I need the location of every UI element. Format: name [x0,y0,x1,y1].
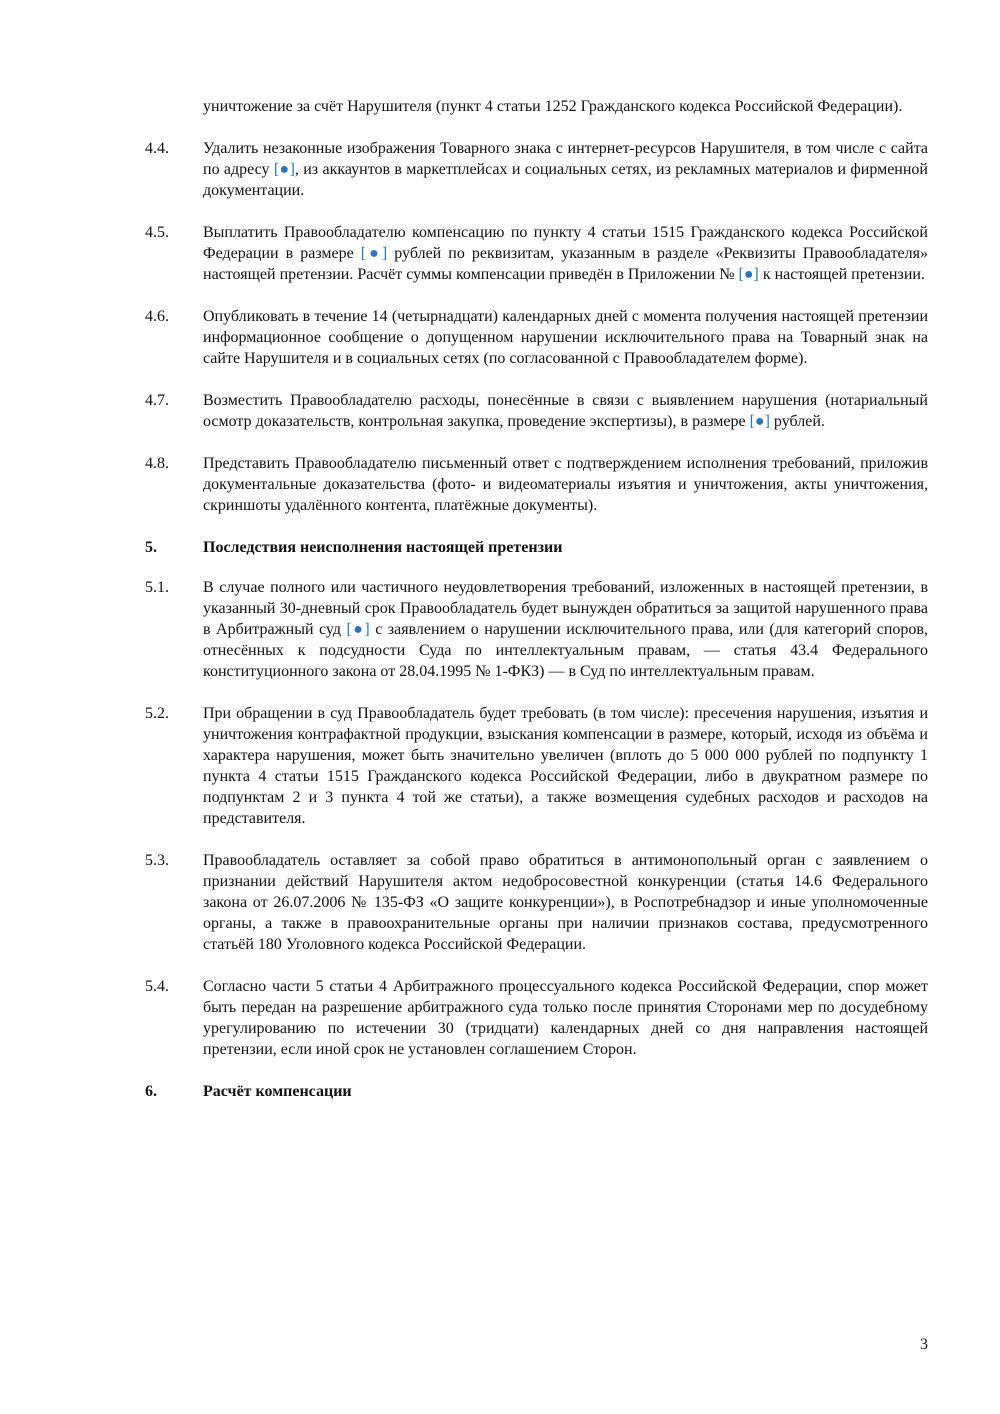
section-number: 5. [145,539,157,556]
clause-number: 4.8. [145,455,169,472]
clause-text: Возместить Правообладателю расходы, понесённые в связи с выявлением нарушения (нотариальный осмотр доказательств, контрольная закупка, проведение экспертизы), в размере [●] рублей. [203,392,928,430]
placeholder-marker: [●] [346,621,370,638]
section-number: 6. [145,1083,157,1100]
clause-text: Выплатить Правообладателю компенсацию по пункту 4 статьи 1515 Гражданского кодекса Российской Федерации в размере [●] рублей по реквизитам, указанным в разделе «Реквизиты Правообладателя» настоящей претензии. Расчёт суммы компенсации приведён в Приложении № [●] к настоящей претензии. [203,224,929,283]
clause-4-5 [145,222,928,285]
section-title: Последствия неисполнения настоящей претензии [203,539,563,556]
continuation-paragraph: уничтожение за счёт Нарушителя (пункт 4 статьи 1252 Гражданского кодекса Российской Федерации). [203,98,903,115]
clause-5-4 [145,976,928,1060]
clause-text: Удалить незаконные изображения Товарного знака с интернет-ресурсов Нарушителя, в том числе с сайта по адресу [●], из аккаунтов в маркетплейсах и социальных сетях, из рекламных материалов и фирменной документации. [203,140,928,199]
clause-4-7 [145,390,928,432]
clause-text: При обращении в суд Правообладатель будет требовать (в том числе): пресечения нарушения, изъятия и уничтожения контрафактной продукции, взыскания компенсации в размере, который, исходя из объёма и характера нарушения, может быть значительно увеличен (вплоть до 5 000 000 рублей по подпункту 1 пункта 4 статьи 1515 Гражданского кодекса Российской Федерации, либо в двукратном размере по подпунктам 2 и 3 пункта 4 той же статьи), а также возмещения судебных расходов и расходов на представителя. [203,705,928,827]
placeholder-marker: [●] [749,413,770,430]
clause-text: Опубликовать в течение 14 (четырнадцати) календарных дней с момента получения настоящей претензии информационное сообщение о допущенном нарушении исключительного права на Товарный знак на сайте Нарушителя и в социальных сетях (по согласованной с Правообладателем форме). [203,308,928,367]
clause-number: 4.7. [145,392,169,409]
clause-5-1 [145,577,928,682]
placeholder-marker: [●] [360,245,388,262]
section-4-items [145,138,928,516]
section-5-items [145,577,928,1060]
section-title: Расчёт компенсации [203,1083,352,1100]
page-number: 3 [920,1336,928,1353]
clause-number: 4.6. [145,308,169,325]
clause-5-2 [145,703,928,829]
clause-4-4 [145,138,928,201]
section-5-heading [145,537,928,558]
clause-text: Согласно части 5 статьи 4 Арбитражного процессуального кодекса Российской Федерации, спор может быть передан на разрешение арбитражного суда только после принятия Сторонами мер по досудебному урегулированию по истечении 30 (тридцати) календарных дней со дня направления настоящей претензии, если иной срок не установлен соглашением Сторон. [203,978,928,1058]
clause-text: Представить Правообладателю письменный ответ с подтверждением исполнения требований, приложив документальные доказательства (фото- и видеоматериалы изъятия и уничтожения, акты уничтожения, скриншоты удалённого контента, платёжные документы). [203,455,928,514]
section-6-heading [145,1081,928,1102]
clause-number: 5.3. [145,852,169,869]
clause-text: Правообладатель оставляет за собой право обратиться в антимонопольный орган с заявлением о признании действий Нарушителя актом недобросовестной конкуренции (статья 14.6 Федерального закона от 26.07.2006 № 135-ФЗ «О защите конкуренции»), в Роспотребнадзор и иные уполномоченные органы, а также в правоохранительные органы при наличии признаков состава, предусмотренного статьёй 180 Уголовного кодекса Российской Федерации. [203,852,928,953]
clause-4-6 [145,306,928,369]
clause-5-3 [145,850,928,955]
clause-number: 5.4. [145,978,169,995]
document-body [145,96,928,1121]
clause-number: 5.1. [145,579,169,596]
placeholder-marker: [●] [738,266,759,283]
clause-number: 4.5. [145,224,169,241]
clause-number: 4.4. [145,140,169,157]
clause-4-8 [145,453,928,516]
clause-text: В случае полного или частичного неудовлетворения требований, изложенных в настоящей претензии, в указанный 30-дневный срок Правообладатель будет вынужден обратиться за защитой нарушенного права в Арбитражный суд [●] с заявлением о нарушении исключительного права, или (для категорий споров, отнесённых к подсудности Суда по интеллектуальным правам, — статья 43.4 Федерального конституционного закона от 28.04.1995 № 1-ФКЗ) — в Суд по интеллектуальным правам. [203,579,928,680]
placeholder-marker: [●] [273,161,295,178]
clause-number: 5.2. [145,705,169,722]
